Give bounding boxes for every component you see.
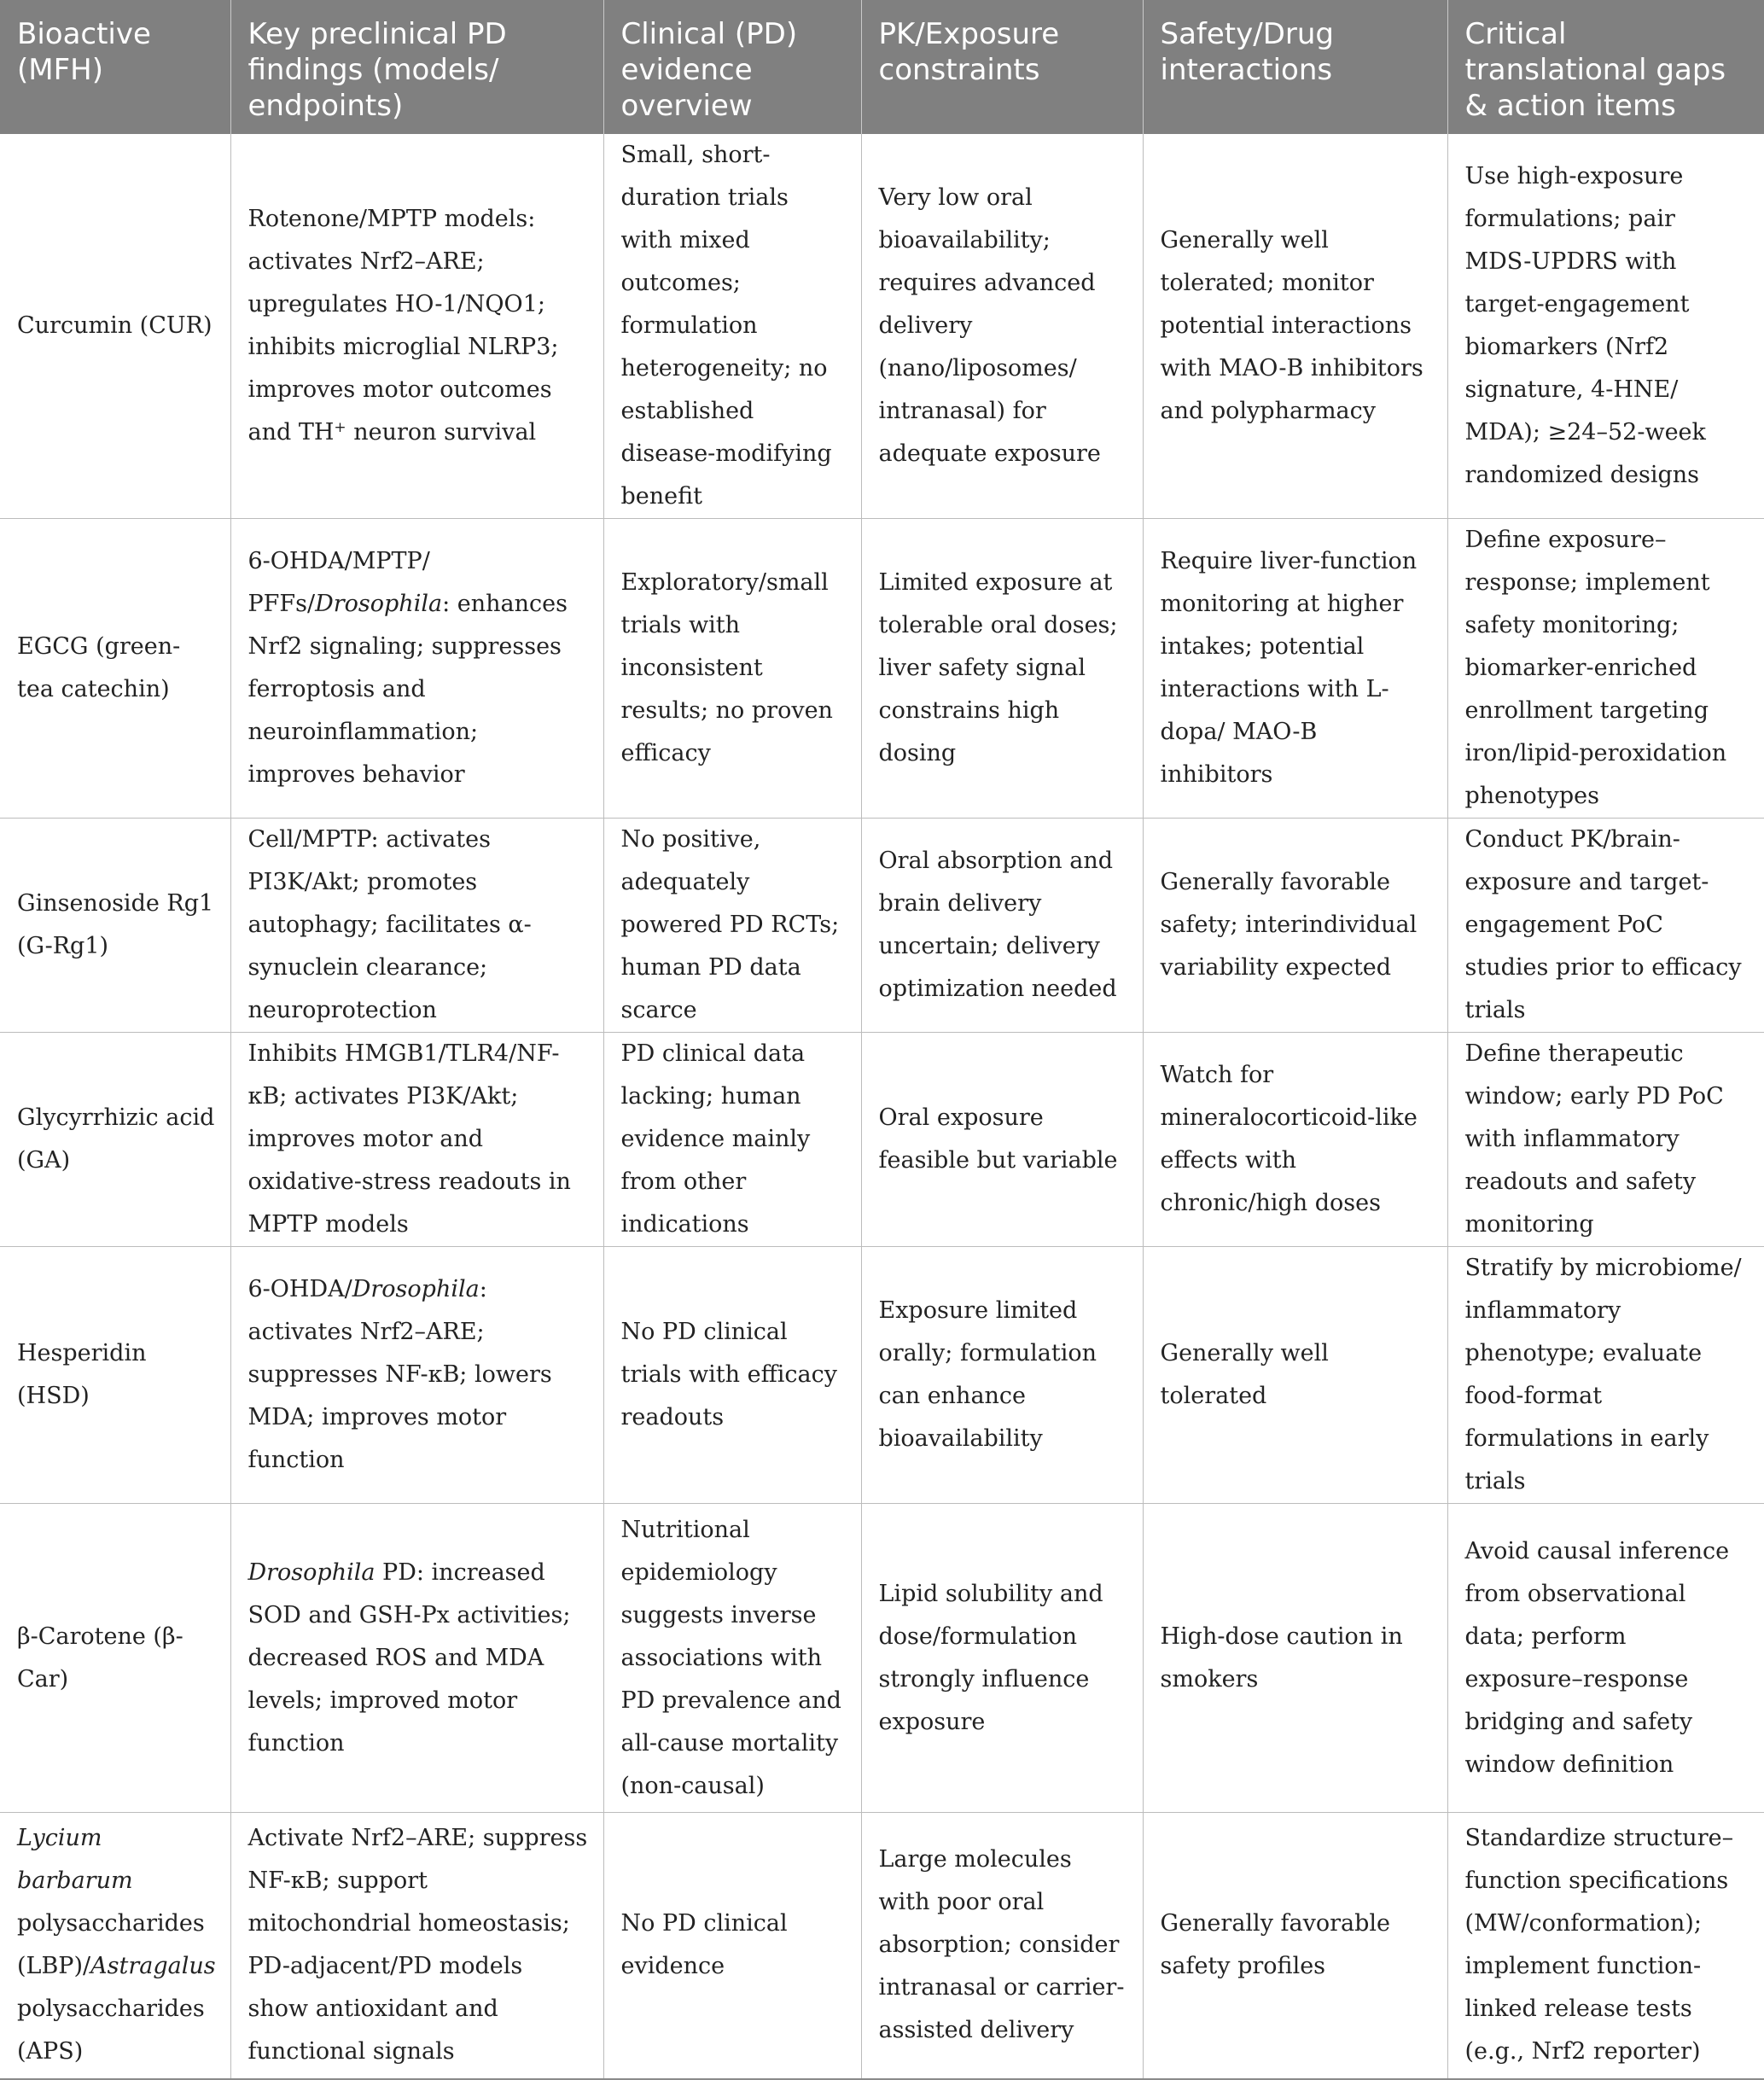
cell-gaps: Use high-exposure formulations; pair MDS-UPDRS with target-engagement biomarkers (Nrf2 signature, 4-HNE/ MDA); ≥24–52-week randomized designs [1447,134,1764,519]
cell-gaps: Standardize structure–function specifications (MW/conformation); implement function-linked release tests (e.g., Nrf2 reporter) [1447,1813,1764,2079]
table-row [0,1504,1764,1813]
cell-preclinical: Cell/MPTP: activates PI3K/Akt; promotes autophagy; facilitates α-synuclein clearance; neuroprotection [230,819,603,1033]
preclinical-text-end: : enhances Nrf2 signaling; suppresses ferroptosis and neuroinflammation; improves behavior [247,591,568,788]
cell-pk: Oral absorption and brain delivery uncertain; delivery optimization needed [861,819,1143,1033]
cell-safety: Generally well tolerated; monitor potential interactions with MAO-B inhibitors and polypharmacy [1143,134,1447,519]
preclinical-text-end: neuron survival [346,419,537,446]
cell-clinical: Small, short-duration trials with mixed outcomes; formulation heterogeneity; no established disease-modifying benefit [603,134,861,519]
cell-pk: Oral exposure feasible but variable [861,1033,1143,1247]
cell-preclinical [230,1247,603,1504]
preclinical-italic: Drosophila [352,1276,480,1302]
cell-bioactive [0,1813,230,2079]
preclinical-italic: Drosophila [247,1559,376,1586]
header-bioactive: Bioactive (MFH) [0,0,230,134]
cell-pk: Lipid solubility and dose/formulation strongly influence exposure [861,1504,1143,1813]
cell-preclinical [230,134,603,519]
cell-gaps: Define therapeutic window; early PD PoC with inflammatory readouts and safety monitoring [1447,1033,1764,1247]
header-clinical: Clinical (PD) evidence overview [603,0,861,134]
header-gaps: Critical translational gaps & action items [1464,17,1726,123]
table-row [0,134,1764,519]
preclinical-text: 6-OHDA/ [247,1276,352,1302]
cell-bioactive: β-Carotene (β-Car) [0,1504,230,1813]
cell-clinical: No positive, adequately powered PD RCTs; human PD data scarce [603,819,861,1033]
cell-gaps: Define exposure–response; implement safety monitoring; biomarker-enriched enrollment targeting iron/lipid-peroxidation phenotypes [1447,519,1764,819]
bioactive-text: polysaccharides (LBP)/ [17,1910,205,1980]
cell-preclinical: Activate Nrf2–ARE; suppress NF-κB; support mitochondrial homeostasis; PD-adjacent/PD models show antioxidant and functional signals [230,1813,603,2079]
cell-pk: Limited exposure at tolerable oral doses; liver safety signal constrains high dosing [861,519,1143,819]
bioactive-text-end: polysaccharides (APS) [17,1996,205,2065]
table-row [0,819,1764,1033]
header-row [0,0,1764,134]
table-body [0,134,1764,2079]
cell-safety: Generally favorable safety; interindividual variability expected [1143,819,1447,1033]
cell-clinical: No PD clinical trials with efficacy readouts [603,1247,861,1504]
cell-safety: Require liver-function monitoring at higher intakes; potential interactions with L-dopa/ MAO-B inhibitors [1143,519,1447,819]
cell-bioactive: EGCG (green-tea catechin) [0,519,230,819]
cell-bioactive: Curcumin (CUR) [0,134,230,519]
table-row [0,1813,1764,2079]
header-preclinical: Key preclinical PD findings (models/ endpoints) [230,0,603,134]
preclinical-text: Rotenone/MPTP models: activates Nrf2–ARE; upregulates HO-1/NQO1; inhibits microglial NLRP3; improves motor outcomes and TH [247,206,559,446]
table-row [0,519,1764,819]
cell-clinical: Exploratory/small trials with inconsistent results; no proven efficacy [603,519,861,819]
superscript-plus: + [334,419,346,436]
cell-bioactive: Glycyrrhizic acid (GA) [0,1033,230,1247]
table-row [0,1247,1764,1504]
cell-bioactive: Ginsenoside Rg1 (G-Rg1) [0,819,230,1033]
cell-safety: Watch for mineralocorticoid-like effects with chronic/high doses [1143,1033,1447,1247]
cell-gaps: Stratify by microbiome/ inflammatory phenotype; evaluate food-format formulations in early trials [1447,1247,1764,1504]
cell-gaps: Avoid causal inference from observational data; perform exposure–response bridging and safety window definition [1447,1504,1764,1813]
table-header [0,0,1764,134]
preclinical-text: 6-OHDA/MPTP/ PFFs/ [247,548,430,617]
cell-safety: Generally well tolerated [1143,1247,1447,1504]
cell-clinical: Nutritional epidemiology suggests inverse associations with PD prevalence and all-cause mortality (non-causal) [603,1504,861,1813]
cell-clinical: No PD clinical evidence [603,1813,861,2079]
bioactive-italic: Astragalus [90,1953,216,1980]
cell-pk: Large molecules with poor oral absorption; consider intranasal or carrier-assisted delivery [861,1813,1143,2079]
cell-gaps: Conduct PK/brain-exposure and target-engagement PoC studies prior to efficacy trials [1447,819,1764,1033]
table-row [0,1033,1764,1247]
bioactive-italic: Lycium barbarum [17,1825,133,1895]
cell-safety: Generally favorable safety profiles [1143,1813,1447,2079]
preclinical-italic: Drosophila [315,591,443,617]
cell-clinical: PD clinical data lacking; human evidence mainly from other indications [603,1033,861,1247]
cell-pk: Very low oral bioavailability; requires advanced delivery (nano/liposomes/ intranasal) for adequate exposure [861,134,1143,519]
header-safety: Safety/Drug interactions [1143,0,1447,134]
header-pk: PK/Exposure constraints [861,0,1143,134]
cell-pk: Exposure limited orally; formulation can enhance bioavailability [861,1247,1143,1504]
cell-bioactive: Hesperidin (HSD) [0,1247,230,1504]
cell-preclinical: Inhibits HMGB1/TLR4/NF-κB; activates PI3K/Akt; improves motor and oxidative-stress readouts in MPTP models [230,1033,603,1247]
cell-preclinical [230,1504,603,1813]
preclinical-text-end: : activates Nrf2–ARE; suppresses NF-κB; lowers MDA; improves motor function [247,1276,552,1473]
preclinical-text-end: PD: increased SOD and GSH-Px activities; decreased ROS and MDA levels; improved motor function [247,1559,571,1757]
cell-preclinical [230,519,603,819]
cell-safety: High-dose caution in smokers [1143,1504,1447,1813]
